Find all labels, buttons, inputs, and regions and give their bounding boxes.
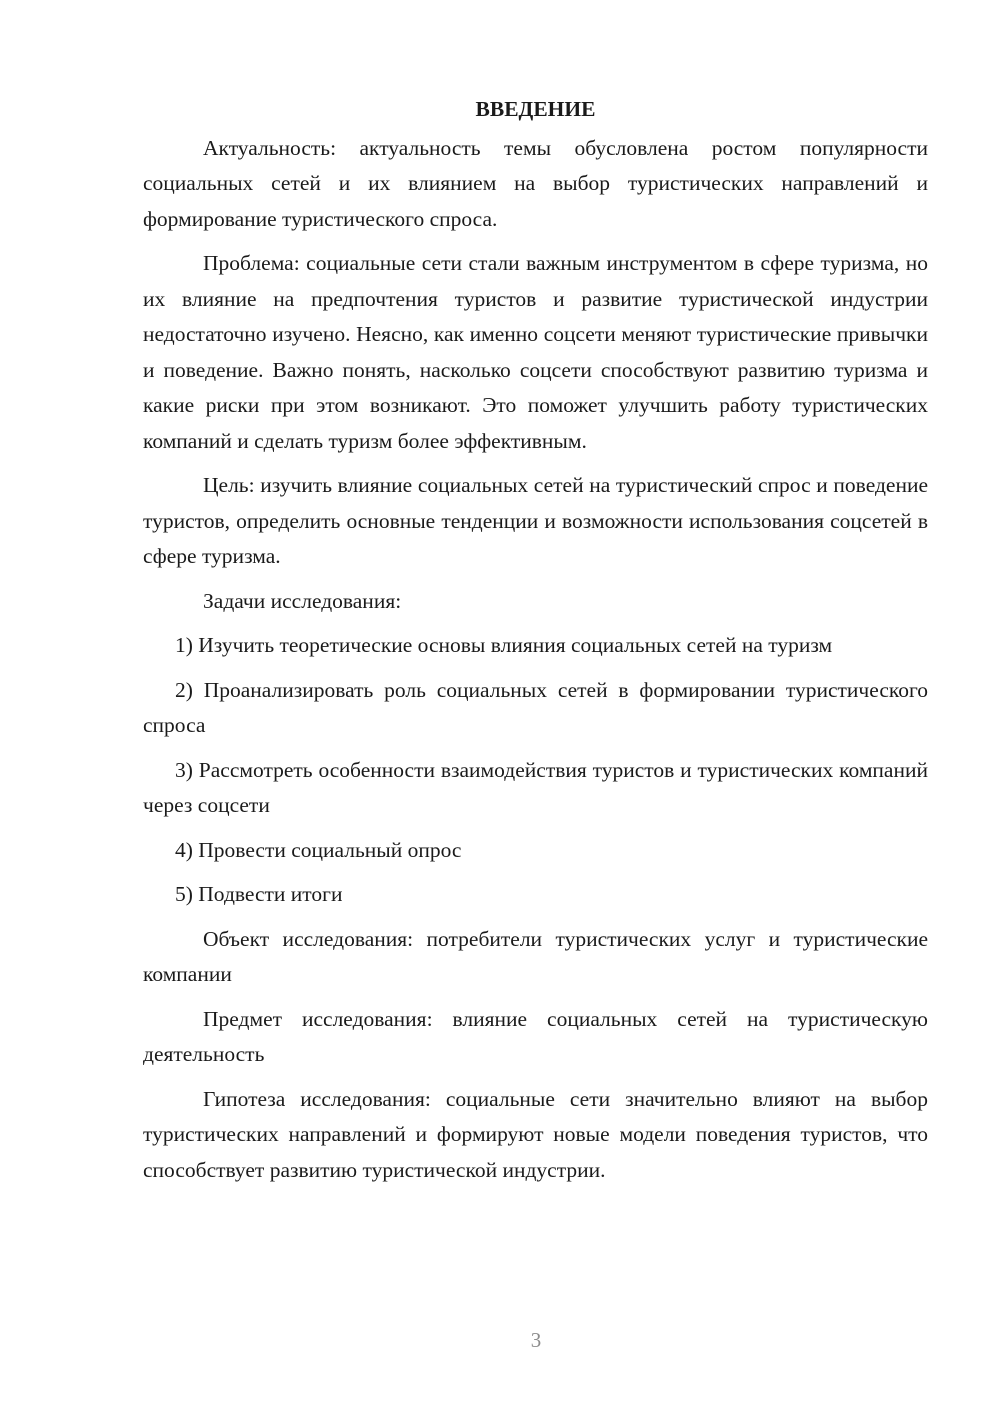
goal-paragraph: Цель: изучить влияние социальных сетей на туристический спрос и поведение туристов, определить основные тенденции и возможности использования соцсетей в сфере туризма.: [143, 473, 928, 568]
task-item-3: 3) Рассмотреть особенности взаимодействия туристов и туристических компаний через соцсети: [143, 757, 928, 817]
task-item-1: 1) Изучить теоретические основы влияния социальных сетей на туризм: [175, 633, 833, 657]
task-item-5: 5) Подвести итоги: [175, 882, 343, 906]
relevance-paragraph: Актуальность: актуальность темы обусловлена ростом популярности социальных сетей и их влиянием на выбор туристических направлений и формирование туристического спроса.: [143, 135, 928, 231]
hypothesis-paragraph: Гипотеза исследования: социальные сети значительно влияют на выбор туристических направлений и формируют новые модели поведения туристов, что способствует развитию туристической индустрии.: [143, 1086, 928, 1182]
section-title: ВВЕДЕНИЕ: [475, 97, 596, 121]
task-item-4: 4) Провести социальный опрос: [175, 837, 462, 862]
document-body: [143, 92, 928, 1197]
problem-paragraph: Проблема: социальные сети стали важным инструментом в сфере туризма, но их влияние на предпочтения туристов и развитие туристической индустрии недостаточно изучено. Неясно, как именно соцсети меняют туристические привычки и поведение. Важно понять, насколько соцсети способствуют развитию туризма и какие риски при этом возникают. Это поможет улучшить работу туристических компаний и сделать туризм более эффективным.: [143, 251, 928, 453]
task-item-2: 2) Проанализировать роль социальных сетей в формировании туристического спроса: [143, 677, 928, 737]
tasks-heading: Задачи исследования:: [203, 588, 402, 613]
subject-paragraph: Предмет исследования: влияние социальных сетей на туристическую деятельность: [143, 1006, 928, 1066]
object-paragraph: Объект исследования: потребители туристических услуг и туристические компании: [143, 926, 928, 986]
page-number: 3: [530, 1328, 542, 1352]
